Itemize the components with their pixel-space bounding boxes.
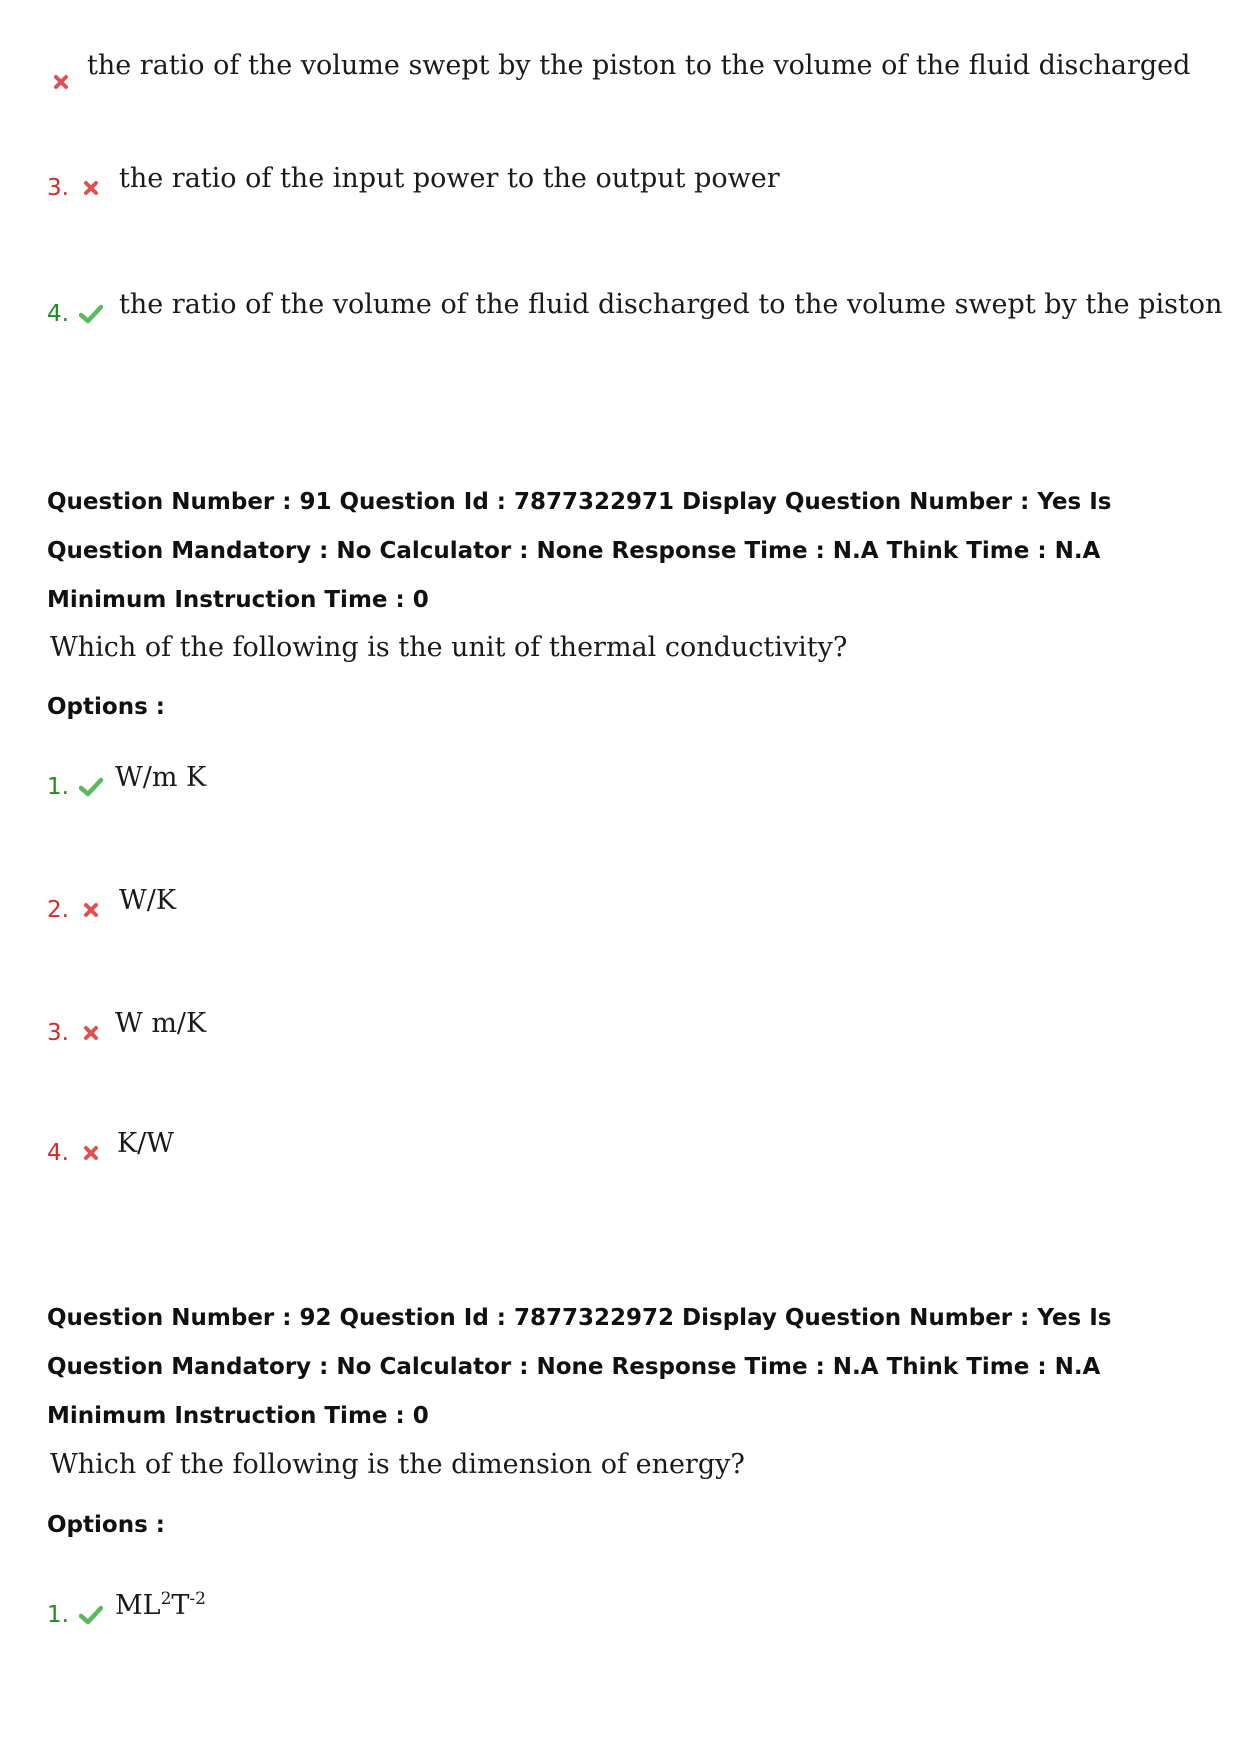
prev-option-2	[47, 49, 1191, 102]
option-text: W m/K	[115, 1007, 207, 1039]
check-icon	[77, 1601, 105, 1629]
option-number: 1.	[47, 1602, 69, 1628]
option-text: the ratio of the input power to the output power	[119, 162, 780, 194]
check-icon	[77, 773, 105, 801]
cross-icon	[77, 1019, 105, 1047]
q91-option-3	[47, 1007, 207, 1053]
cross-icon	[77, 174, 105, 202]
question-92-options-label: Options :	[47, 1512, 165, 1538]
cross-icon	[77, 1139, 105, 1167]
option-text: the ratio of the volume swept by the piston to the volume of the fluid discharged	[87, 49, 1191, 81]
question-91-meta: Question Number : 91 Question Id : 7877322971 Display Question Number : Yes Is Question Mandatory : No Calculator : None Response Time : N.A Think Time : N.A Minimum Instruction Time : 0	[47, 489, 1112, 613]
check-icon	[77, 300, 105, 328]
formula-base: ML	[115, 1590, 161, 1621]
option-text	[115, 1589, 206, 1621]
formula-mid: T	[171, 1590, 190, 1621]
formula-superscript-2: -2	[189, 1589, 206, 1609]
cross-icon	[47, 68, 75, 96]
prev-option-4	[47, 288, 1223, 334]
q92-option-1	[47, 1589, 206, 1635]
prev-option-3	[47, 162, 780, 208]
question-92-text: Which of the following is the dimension of energy?	[50, 1449, 745, 1480]
option-number: 2.	[47, 897, 69, 923]
question-91-text: Which of the following is the unit of thermal conductivity?	[50, 632, 848, 663]
formula-superscript-1: 2	[160, 1589, 172, 1609]
option-number: 1.	[47, 774, 69, 800]
question-91-options-label: Options :	[47, 694, 165, 720]
option-number: 4.	[47, 301, 69, 327]
option-text: the ratio of the volume of the fluid discharged to the volume swept by the piston	[119, 288, 1223, 320]
option-number: 4.	[47, 1140, 69, 1166]
option-number: 3.	[47, 1020, 69, 1046]
option-text: K/W	[117, 1127, 175, 1159]
q91-option-1	[47, 761, 207, 807]
option-text: W/m K	[115, 761, 207, 793]
q91-option-2	[47, 884, 177, 930]
question-92-meta: Question Number : 92 Question Id : 7877322972 Display Question Number : Yes Is Question Mandatory : No Calculator : None Response Time : N.A Think Time : N.A Minimum Instruction Time : 0	[47, 1305, 1112, 1429]
cross-icon	[77, 896, 105, 924]
option-number: 3.	[47, 175, 69, 201]
q91-option-4	[47, 1127, 175, 1173]
option-text: W/K	[119, 884, 177, 916]
